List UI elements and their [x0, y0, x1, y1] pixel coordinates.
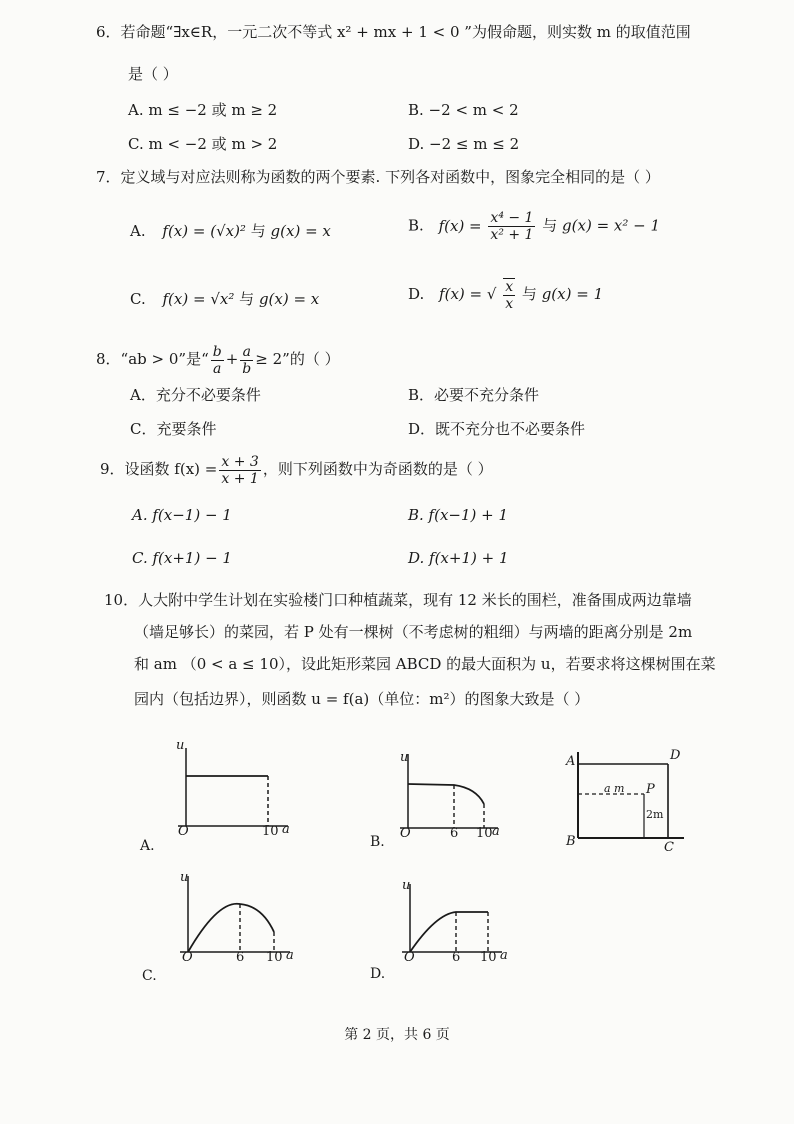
graph-b-tick-10: 10 [476, 826, 493, 841]
q6-option-c: C. m < −2 或 m > 2 [128, 135, 278, 153]
graph-b-tick-6: 6 [450, 826, 459, 841]
q8-plus: + [225, 350, 239, 368]
q8-stem-post: ≥ 2”的（ ） [255, 350, 340, 368]
q9-option-c: C. f(x+1) − 1 [132, 549, 232, 567]
q8-frac-1-den: a [213, 360, 222, 377]
q10-line-2: （墙足够长）的菜园，若 P 处有一棵树（不考虑树的粗细）与两墙的距离分别是 2m [134, 623, 693, 641]
figure-point-c: C [664, 840, 674, 855]
graph-c-tick-10: 10 [266, 950, 283, 965]
q7-d-g: g(x) = 1 [541, 285, 604, 303]
q7-a-g: g(x) = x [270, 222, 331, 240]
q7-a-letter: A. [130, 222, 146, 240]
q9-num: x + 3 [221, 453, 259, 470]
q8-option-d: D．既不充分也不必要条件 [408, 420, 586, 438]
graph-b-y-label: u [400, 750, 409, 765]
graph-c-y-label: u [180, 870, 189, 885]
q7-stem: 7．定义域与对应法则称为函数的两个要素. 下列各对函数中，图象完全相同的是（ ） [96, 168, 660, 186]
figure-point-p: P [646, 782, 655, 797]
garden-figure [560, 746, 710, 856]
graph-d-letter: D. [370, 966, 386, 982]
q7-d-fraction [503, 278, 515, 312]
q8-stem [96, 340, 340, 378]
q9-fraction [219, 454, 260, 487]
figure-point-b: B [566, 834, 576, 849]
q7-b-letter: B. [408, 216, 424, 235]
q7-b-join: 与 [542, 216, 558, 235]
graph-a-svg [138, 740, 318, 860]
q7-a-join: 与 [250, 222, 266, 240]
graph-a-origin: O [178, 824, 189, 839]
q8-option-c: C．充要条件 [130, 420, 217, 438]
figure-label-am: a m [604, 782, 625, 795]
page-footer: 第 2 页，共 6 页 [344, 1027, 450, 1043]
graph-a-tick-10: 10 [262, 824, 279, 839]
q7-c-letter: C. [130, 290, 146, 308]
graph-d-x-label: a [500, 948, 508, 963]
graph-d-origin: O [404, 950, 415, 965]
q6-stem: 6．若命题“∃x∈R，一元二次不等式 x² + mx + 1 < 0 ”为假命题，则实数 m 的取值范围 [96, 23, 691, 41]
q6-option-a: A. m ≤ −2 或 m ≥ 2 [128, 101, 278, 119]
graph-c-x-label: a [286, 948, 294, 963]
q7-d-num: x [505, 279, 514, 295]
figure-label-2m: 2m [646, 808, 664, 821]
q9-stem-pre: 9．设函数 f(x) = [100, 460, 218, 478]
q7-d-f: f(x) = √ [439, 285, 497, 303]
graph-b-origin: O [400, 826, 411, 841]
graph-c-svg [138, 870, 318, 990]
q9-den: x + 1 [221, 470, 259, 487]
graph-b-svg [368, 748, 528, 858]
q8-frac-2-num: a [240, 344, 253, 361]
graph-d-tick-10: 10 [480, 950, 497, 965]
garden-figure-svg [560, 746, 710, 856]
graph-d-y-label: u [402, 878, 411, 893]
graph-d-tick-6: 6 [452, 950, 461, 965]
q7-b-g: g(x) = x² − 1 [562, 216, 661, 235]
q8-frac-2-den: b [242, 360, 252, 377]
figure-point-a: A [566, 754, 576, 769]
q7-option-d [408, 278, 603, 312]
q7-b-den: x² + 1 [490, 227, 534, 243]
graph-a-letter: A. [140, 838, 155, 854]
q7-option-a [130, 220, 331, 242]
q8-frac-1-num: b [212, 343, 222, 360]
graph-a [138, 740, 318, 860]
graph-d-svg [368, 878, 538, 988]
graph-c [138, 870, 318, 990]
q7-d-letter: D. [408, 285, 425, 303]
graph-a-y-label: u [176, 738, 185, 753]
q7-b-fraction [488, 210, 535, 243]
q6-stem-cont: 是（ ） [128, 65, 178, 83]
q7-c-join: 与 [239, 290, 255, 308]
q8-frac-1 [211, 344, 224, 377]
q8-stem-pre: 8．“ab > 0”是“ [96, 350, 209, 368]
q10-line-3: 和 am （0 < a ≤ 10），设此矩形菜园 ABCD 的最大面积为 u，若要求将这棵树围在菜 [134, 655, 716, 673]
graph-d [368, 878, 538, 988]
q8-frac-2 [240, 344, 253, 377]
q9-option-b: B. f(x−1) + 1 [408, 506, 509, 524]
q10-line-1: 10．人大附中学生计划在实验楼门口种植蔬菜，现有 12 米长的围栏，准备围成两边靠墙 [104, 591, 692, 609]
q8-option-b: B．必要不充分条件 [408, 386, 540, 404]
q9-stem [100, 449, 493, 489]
q9-option-a: A. f(x−1) − 1 [132, 506, 232, 524]
graph-b [368, 748, 528, 858]
q7-d-den: x [505, 296, 514, 312]
q7-b-num: x⁴ − 1 [490, 210, 534, 226]
q7-option-c [130, 288, 319, 310]
graph-a-x-label: a [282, 822, 290, 837]
q9-stem-post: ，则下列函数中为奇函数的是（ ） [262, 460, 493, 478]
q8-option-a: A．充分不必要条件 [130, 386, 261, 404]
graph-c-tick-6: 6 [236, 950, 245, 965]
q7-b-f: f(x) = [438, 216, 482, 235]
q7-d-join: 与 [521, 285, 537, 303]
q7-option-b [408, 210, 660, 243]
q9-option-d: D. f(x+1) + 1 [408, 549, 509, 567]
graph-c-origin: O [182, 950, 193, 965]
q6-option-d: D. −2 ≤ m ≤ 2 [408, 135, 520, 153]
graph-b-letter: B. [370, 834, 385, 850]
q6-option-b: B. −2 < m < 2 [408, 101, 519, 119]
q7-c-g: g(x) = x [258, 290, 320, 308]
q7-c-f: f(x) = √x² [162, 290, 235, 308]
figure-point-d: D [670, 748, 681, 763]
q7-a-f: f(x) = (√x)² [162, 222, 246, 240]
q10-line-4: 园内（包括边界），则函数 u = f(a)（单位：m²）的图象大致是（ ） [134, 690, 590, 708]
graph-c-letter: C. [142, 968, 157, 984]
graph-b-x-label: a [492, 824, 500, 839]
